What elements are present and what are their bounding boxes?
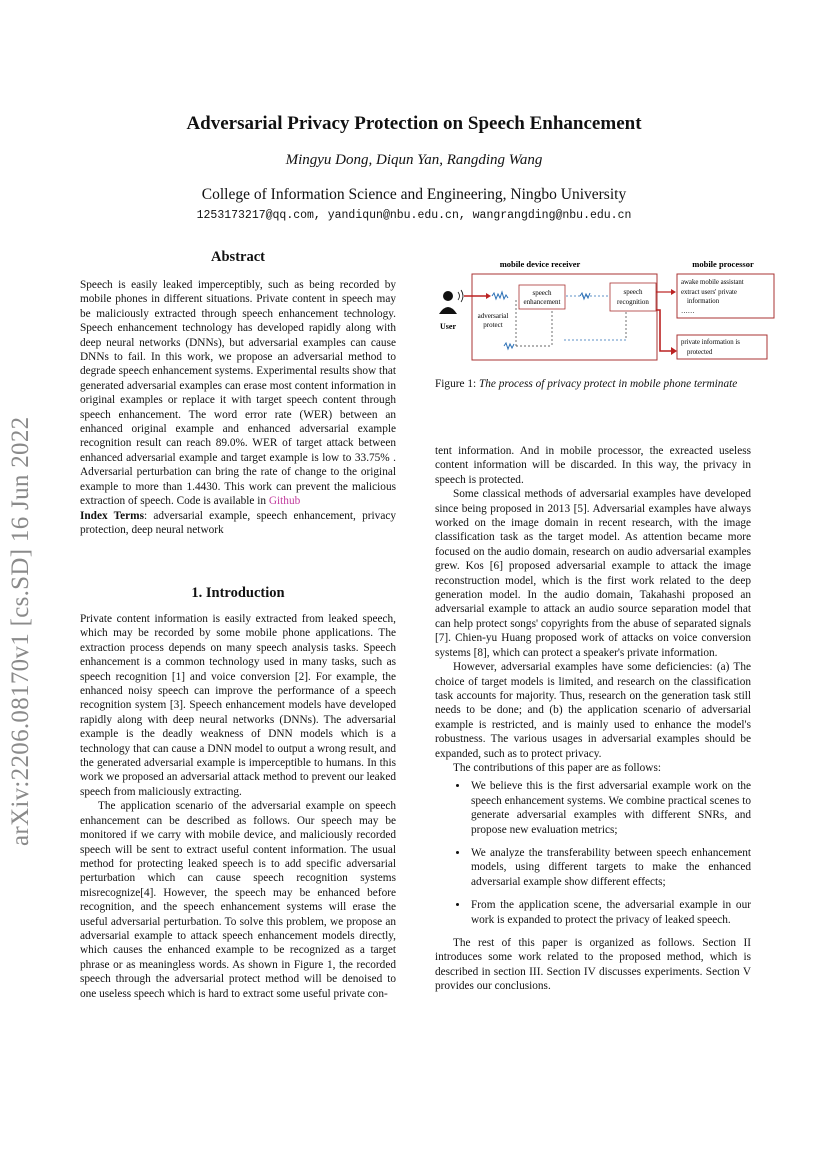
abstract-body <box>80 278 396 537</box>
svg-text:private information is: private information is <box>681 339 740 346</box>
fig-user-icon <box>443 291 453 301</box>
fig-adversarial-label: adversarial <box>477 312 509 320</box>
fig-label-receiver: mobile device receiver <box>499 259 581 269</box>
figure-1-caption: Figure 1: The process of privacy protect in mobile phone terminate <box>435 378 738 390</box>
right-paragraph-3: However, adversarial examples have some deficiencies: (a) The choice of target models is limited, and research on the classification task accounts for majority. Thus, research on the generation task still needs to be done; and (b) the application scenario of adversarial example is restricted, and is mainly used to enhance the model's robustness. The various usages in adversarial examples should be expanded, such as to protect privacy. <box>435 661 751 760</box>
intro-paragraph-1: Private content information is easily extracted from leaked speech, which may be recorded by some mobile phone applications. The extraction process depends on many speech analysis tasks. Speech enhancement is a common technology used in many tasks, such as speech recognition [1] and voice conversion [2]. For example, the enhanced noisy speech can improve the performance of a speech recognition system [3]. Speech enhancement models have developed rapidly along with deep neural networks (DNNs). The adversarial example is the deadly weakness of DNN models which is a technology that can cause a DNN model to output a wrong result, and the generated adversarial example is imperceptible to humans. In this work we proposed an adversarial attack method to prevent our leaked speech from maliciously extracting. <box>80 613 396 798</box>
paper-authors: Mingyu Dong, Diqun Yan, Rangding Wang <box>285 152 543 168</box>
abstract-text: Speech is easily leaked imperceptibly, such as being recorded by mobile phones in different situations. Private content in speech may be maliciously extracted through speech enhancement technology. Speech enhancement technology has developed rapidly along with deep neural networks (DNNs), but adversarial examples can cause DNNs to fail. In this work, we propose an adversarial method to degrade speech enhancement systems. Experimental results show that generated adversarial examples can erase most content information in original examples or replace it with target speech content through speech enhancement. The word error rate (WER) between an enhanced original example and enhanced adversarial example recognition result can reach 89.0%. WER of target attack between enhanced adversarial example and target example is low to 33.75% . Adversarial perturbation can bring the rate of change to the original example to more than 1.4430. This work can prevent the malicious extraction of speech. Code is available in <box>80 279 396 508</box>
right-column-body <box>435 444 751 994</box>
contribution-item: • From the application scene, the adversarial example in our work is expanded to protect the privacy of leaked speech. <box>469 898 751 927</box>
index-terms: : adversarial example, speech enhancement, privacy protection, deep neural network <box>80 509 396 536</box>
abstract-heading: Abstract <box>211 249 265 265</box>
figure-1-diagram <box>434 256 776 368</box>
svg-text:protect: protect <box>483 321 503 329</box>
svg-text:speech: speech <box>532 289 552 297</box>
index-terms-label: Index Terms <box>80 509 144 522</box>
svg-text:awake mobile assistant: awake mobile assistant <box>681 279 744 286</box>
svg-text:enhancement: enhancement <box>523 298 561 306</box>
svg-text:protected: protected <box>687 349 713 356</box>
right-paragraph-2: Some classical methods of adversarial examples have developed since being proposed in 2013 [5]. Adversarial examples have always worked on the image domain in recent research, with the image classification task as the target model. As attention became more focused on the audio domain, research on audio adversarial examples grew. Kos [6] proposed adversarial example to attack the image reconstruction model, which is the first work related to the deep generation model. In the audio domain, Takahashi proposed an adversarial example to attack an audio source separation model that can help protect songs' copyrights from the abuse of separated signals [7]. Chien-yu Huang proposed work of attacks on voice conversion systems [8], which can protect a speaker's private information. <box>435 488 751 659</box>
svg-text:……: …… <box>681 308 695 315</box>
svg-text:speech: speech <box>623 288 643 296</box>
svg-text:recognition: recognition <box>617 298 649 306</box>
right-paragraph-1: tent information. And in mobile processor, the exreacted useless content information will be discarded. In this way, the privacy in speech is protected. <box>435 445 751 486</box>
github-link[interactable]: Github <box>268 495 301 508</box>
paper-emails: 1253173217@qq.com, yandiqun@nbu.edu.cn, wangrangding@nbu.edu.cn <box>196 209 632 222</box>
svg-text:extract users' private: extract users' private <box>681 289 737 296</box>
paper-title: Adversarial Privacy Protection on Speech Enhancement <box>186 113 642 134</box>
svg-text:information: information <box>687 298 720 305</box>
intro-heading: 1. Introduction <box>191 585 285 601</box>
arxiv-side-stamp: arXiv:2206.08170v1 [cs.SD] 16 Jun 2022 <box>7 416 34 846</box>
contributions-list <box>435 779 751 927</box>
fig-label-processor: mobile processor <box>692 259 754 269</box>
contribution-item: • We analyze the transferability between speech enhancement models, using different targets to make the enhanced adversarial example show different effects; <box>469 846 751 889</box>
right-paragraph-4: The contributions of this paper are as follows: <box>453 761 661 774</box>
intro-paragraph-2: The application scenario of the adversarial example on speech enhancement can be described as follows. Our speech may be monitored if we carry with mobile device, and maliciously recorded speech will be sent to extract useful content information. The usual method for protecting leaked speech is to add specific adversarial perturbation which can cause speech recognition systems misrecognize[4]. However, the speech may be enhanced before recognition, and the speech enhancement systems will erase the useful adversarial perturbation. To solve this problem, we propose an adversarial example to attack speech enhancement models directly, which causes the enhanced example to be recognized as a target phrase or as meaningless words. As shown in Figure 1, the recorded speech through the adversarial protect method will be denoised to one useless speech which is hard to extract some useful private con- <box>80 800 396 1000</box>
right-paragraph-5: The rest of this paper is organized as follows. Section II introduces some work related to the proposed method, which is described in section III. Section IV discusses experiments. Section V provides our conclusions. <box>435 937 751 993</box>
intro-body <box>80 612 396 1001</box>
contribution-item: • We believe this is the first adversarial example work on the speech enhancement systems. We combine practical scenes to generate adversarial examples with different SNRs, and propose new evaluation metrics; <box>469 779 751 837</box>
fig-user-label: User <box>440 322 456 331</box>
paper-affiliation: College of Information Science and Engineering, Ningbo University <box>201 186 627 203</box>
